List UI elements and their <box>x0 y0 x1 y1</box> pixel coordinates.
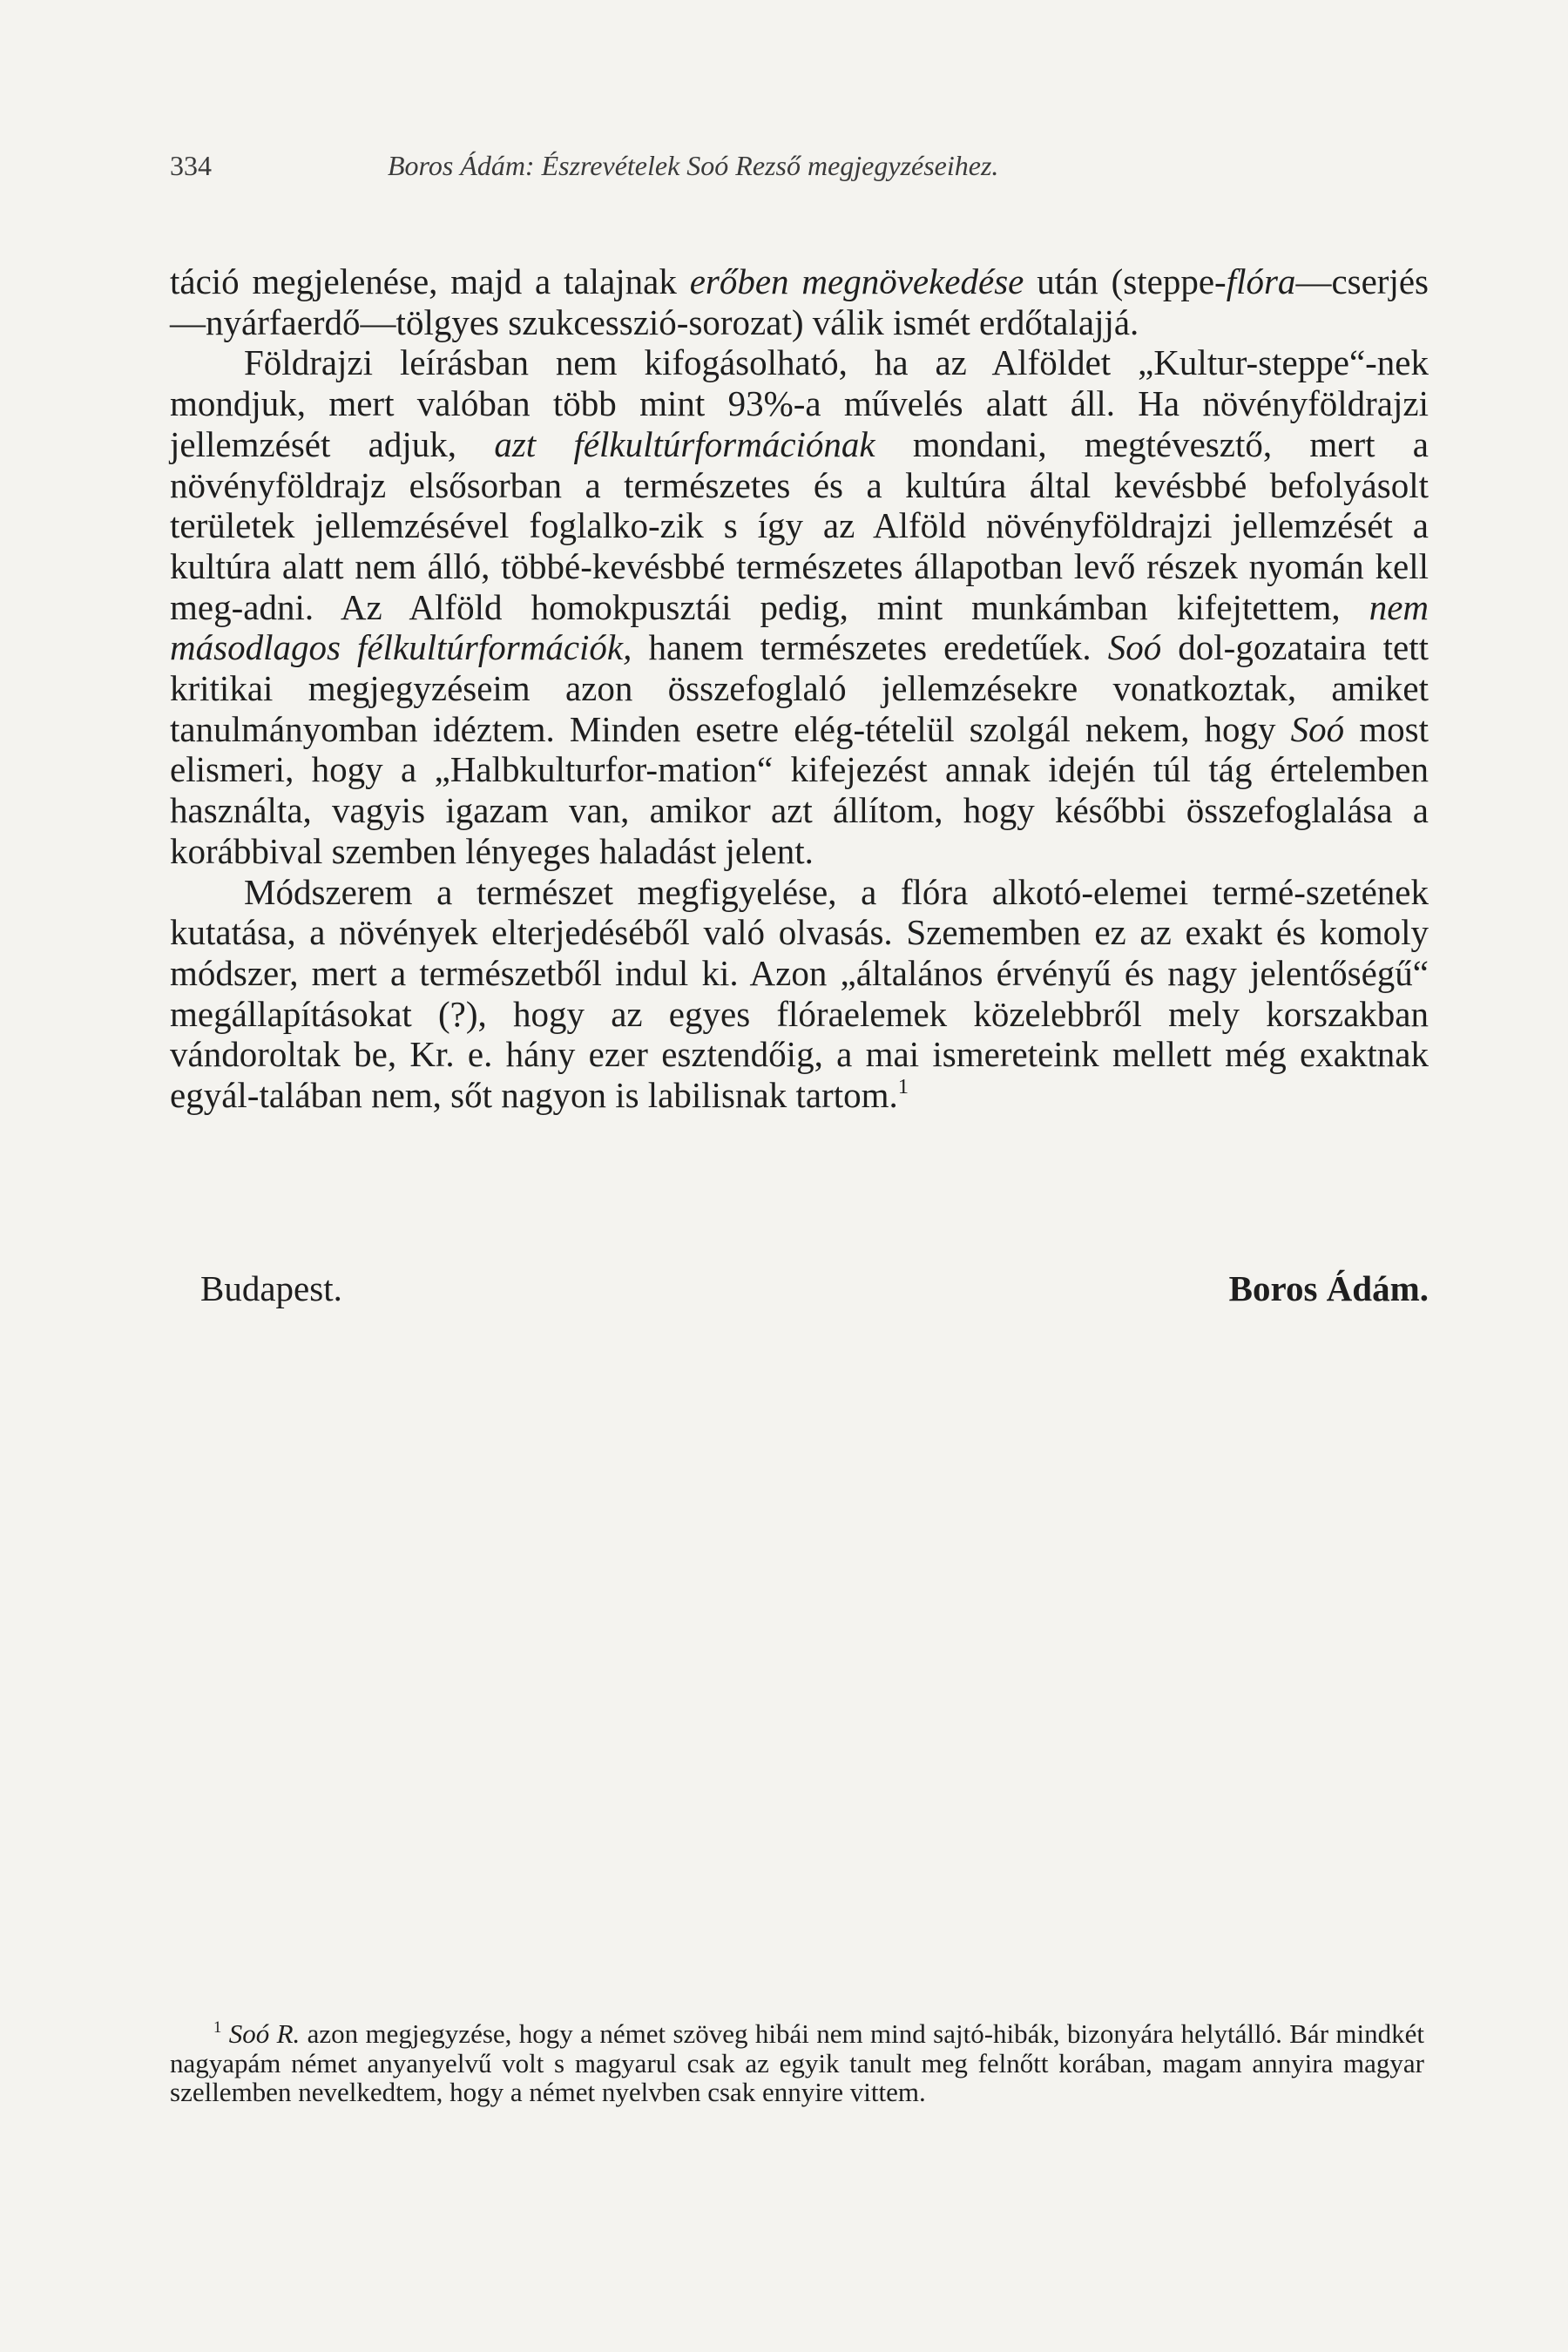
footnote <box>170 2019 1424 2107</box>
footnote-marker: 1 <box>213 2017 222 2037</box>
footnote-text <box>170 2019 1424 2107</box>
text-run: táció megjelenése, majd a talajnak <box>170 261 690 301</box>
italic-run: flóra <box>1226 261 1296 301</box>
paragraph <box>170 261 1429 342</box>
italic-run: Soó <box>1107 627 1162 668</box>
signature-author: Boros Ádám. <box>1228 1268 1429 1308</box>
running-title: Boros Ádám: Észrevételek Soó Rezső megjegyzéseihez. <box>388 150 999 181</box>
italic-run: erőben megnövekedése <box>689 261 1024 301</box>
signature-place: Budapest. <box>200 1268 342 1308</box>
italic-run: azt félkultúrformációnak <box>494 423 875 464</box>
text-run: most elismeri, hogy a „Halbkulturfor-mation“ kifejezést annak idején túl tág értelemben használta, vagyis igazam van, amikor azt állítom, hogy későbbi összefoglalása a korábbival szemben lényeges haladást jelent. <box>170 708 1429 871</box>
italic-run: nem másodlagos félkultúrformációk, <box>170 586 1429 668</box>
footnote-reference: 1 <box>897 1075 909 1099</box>
body-text <box>170 261 1429 1116</box>
text-run: után (steppe- <box>1024 261 1227 301</box>
italic-run: Soó R. <box>228 2018 301 2049</box>
text-run: azon megjegyzése, hogy a német szöveg hibái nem mind sajtó-hibák, bizonyára helytálló. Bár mindkét nagyapám német anyanyelvű volt s magyarul csak az egyik tanult meg felnőtt korában, magam annyira magyar szellemben nevelkedtem, hogy a német nyelvben csak ennyire vittem. <box>170 2018 1425 2107</box>
text-run: Földrajzi leírásban nem kifogásolható, ha az Alföldet „Kultur-steppe“-nek mondjuk, mert valóban több mint 93%-a művelés alatt áll. Ha növényföldrajzi jellemzését adjuk, <box>170 342 1429 464</box>
text-run <box>221 2018 228 2049</box>
running-head <box>170 150 1424 182</box>
text-run: dol-gozataira tett kritikai megjegyzéseim azon összefoglaló jellemzésekre vonatkoztak, amiket tanulmányomban idéztem. Minden esetre elég-tételül szolgál nekem, hogy <box>170 627 1429 749</box>
paragraph <box>170 872 1429 1116</box>
page-number: 334 <box>170 150 212 181</box>
text-run: mondani, megtévesztő, mert a növényföldrajz elsősorban a természetes és a kultúra által kevésbbé befolyásolt területek jellemzésével foglalko-zik s így az Alföld növényföldrajzi jellemzését a kultúra alatt nem álló, többé-kevésbbé természetes állapotban levő részek nyomán kell meg-adni. Az Alföld homokpusztái pedig, mint munkámban kifejtettem, <box>170 423 1429 627</box>
text-run: —cserjés—nyárfaerdő—tölgyes szukcesszió-sorozat) válik ismét erdőtalajjá. <box>170 261 1429 342</box>
footnote-body <box>170 2018 1424 2107</box>
text-run: Módszerem a természet megfigyelése, a flóra alkotó-elemei termé-szetének kutatása, a növények elterjedéséből való olvasás. Szememben ez az exakt és komoly módszer, mert a természetből indul ki. Azon „általános érvényű és nagy jelentőségű“ megállapításokat (?), hogy az egyes flóraelemek közelebbről mely korszakban vándoroltak be, Kr. e. hány ezer esztendőig, a mai ismereteink mellett még exaktnak egyál-talában nem, sőt nagyon is labilisnak tartom. <box>170 871 1429 1116</box>
italic-run: Soó <box>1290 708 1345 749</box>
paragraph <box>170 342 1429 871</box>
text-run: hanem természetes eredetűek. <box>632 627 1108 668</box>
